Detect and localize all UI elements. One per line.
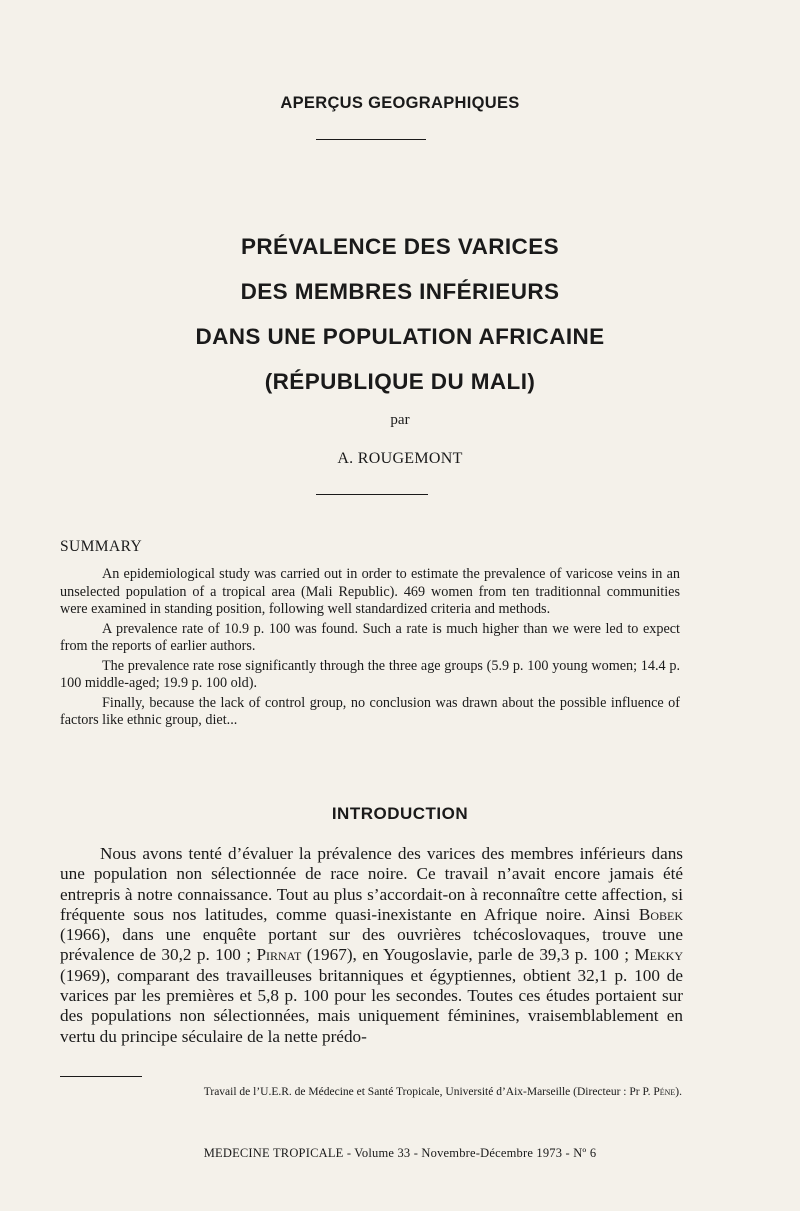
introduction-heading: INTRODUCTION — [331, 804, 469, 823]
summary-paragraph: Finally, because the lack of control group, no conclusion was drawn about the possible influence of factors like ethnic group, diet... — [60, 694, 680, 728]
title-line-1: PRÉVALENCE DES VARICES — [240, 234, 560, 259]
footnote — [60, 1086, 682, 1098]
summary-paragraph: An epidemiological study was carried out in order to estimate the prevalence of varicose veins in an unselected population of a tropical area (Mali Republic). 469 women from ten traditionnal communities were examined in standing position, following well standardized criteria and methods. — [60, 566, 680, 617]
summary-heading: SUMMARY — [60, 538, 143, 555]
title-line-4: (RÉPUBLIQUE DU MALI) — [264, 369, 536, 394]
footnote-end: ). — [675, 1086, 682, 1098]
section-rubric: APERÇUS GEOGRAPHIQUES — [280, 94, 520, 112]
author-name: A. ROUGEMONT — [337, 450, 463, 467]
cited-author-bobek: Bobek — [638, 904, 683, 924]
introduction-body — [60, 844, 683, 1047]
by-line: par — [390, 412, 410, 428]
title-line-2: DES MEMBRES INFÉRIEURS — [240, 279, 560, 304]
footnote-rule — [60, 1076, 142, 1077]
summary-paragraph: A prevalence rate of 10.9 p. 100 was found. Such a rate is much higher than we were led to expect from the reports of earlier authors. — [60, 620, 680, 654]
cited-author-pirnat: Pirnat — [256, 945, 302, 965]
cited-author-mekky: Mekky — [634, 945, 683, 965]
intro-text: Nous avons tenté d’évaluer la prévalence des varices des membres inférieurs dans une population non sélectionnée de race noire. Ce travail n’avait encore jamais été entrepris à notre connaissance. Tout au plus s’accordait-on à reconnaître cette affection, si fréquente sous nos latitudes, comme quasi-inexistante en Afrique noire. Ainsi — [60, 844, 683, 924]
footnote-text: Travail de l’U.E.R. de Médecine et Santé Tropicale, Université d’Aix-Marseille (Directeur : Pr P. — [203, 1086, 654, 1098]
intro-text: (1967), en Yougoslavie, parle de 39,3 p. 100 ; — [301, 945, 635, 965]
author-rule — [316, 494, 428, 495]
intro-text: (1969), comparant des travailleuses britanniques et égyptiennes, obtient 32,1 p. 100 de varices par les premières et 5,8 p. 100 pour les secondes. Toutes ces études portaient sur des populations non sélectionnées, mais uniquement féminines, vraisemblablement en vertu du principe séculaire de la nette prédo- — [60, 965, 683, 1046]
footnote-director: Péne — [653, 1086, 676, 1098]
intro-text: (1966), dans une enquête portant sur des ouvrières tchécoslovaques, trouve une prévalence de 30,2 p. 100 ; — [60, 925, 683, 965]
rubric-rule — [316, 139, 426, 140]
article-title — [0, 224, 800, 404]
summary-body — [60, 566, 680, 732]
introduction-paragraph — [60, 844, 683, 1047]
summary-paragraph: The prevalence rate rose significantly through the three age groups (5.9 p. 100 young women; 14.4 p. 100 middle-aged; 19.9 p. 100 old). — [60, 657, 680, 691]
journal-footer: MEDECINE TROPICALE - Volume 33 - Novembre-Décembre 1973 - Nº 6 — [203, 1146, 597, 1160]
title-line-3: DANS UNE POPULATION AFRICAINE — [195, 324, 605, 349]
